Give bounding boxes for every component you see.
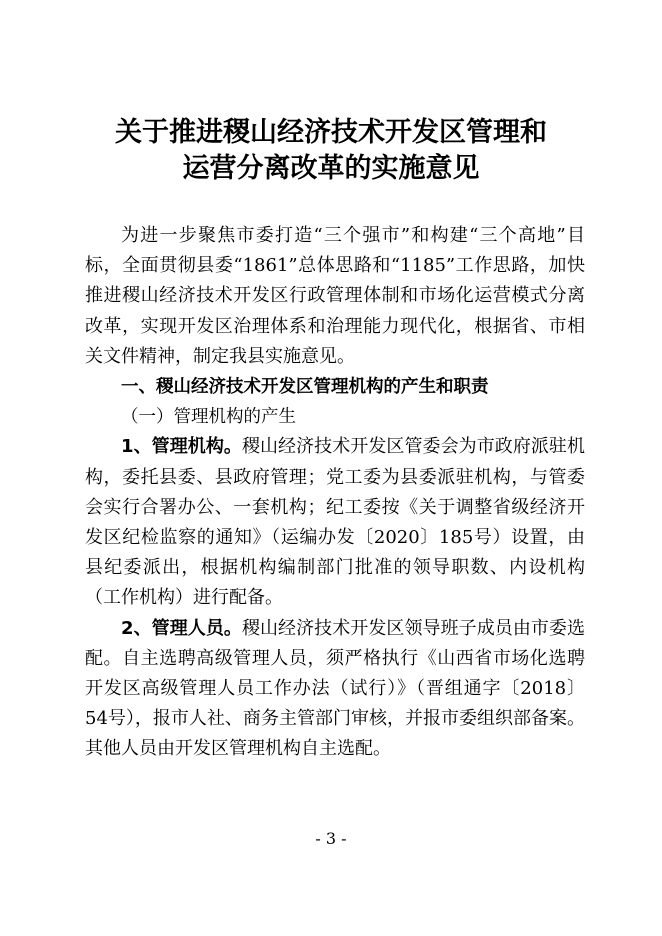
intro-paragraph: 为进一步聚焦市委打造“三个强市”和构建“三个高地”目标，全面贯彻县委“1861”总体思路和“1185”工作思路，加快推进稷山经济技术开发区行政管理体制和市场化运营模式分离改革，实现开发区治理体系和治理能力现代化，根据省、市相关文件精神，制定我县实施意见。 xyxy=(85,225,585,367)
item-2-lead: 2、管理人员。 xyxy=(121,617,242,639)
document-body xyxy=(85,221,585,765)
document-title-line-1: 关于推进稷山经济技术开发区管理和 xyxy=(115,117,547,148)
item-1-lead: 1、管理机构。 xyxy=(121,436,242,458)
item-1-paragraph xyxy=(85,432,585,613)
page-number: - 3 - xyxy=(315,829,347,848)
item-2-text: 稷山经济技术开发区领导班子成员由市委选配。自主选聘高级管理人员，须严格执行《山西省市场化选聘开发区高级管理人员工作办法（试行）》（晋组通字〔2018〕54号），报市人社、商务主管部门审核，并报市委组织部备案。其他人员由开发区管理机构自主选配。 xyxy=(85,617,585,760)
section-1-heading: 一、稷山经济技术开发区管理机构的产生和职责 xyxy=(121,377,489,398)
document-title-line-2: 运营分离改革的实施意见 xyxy=(182,153,480,184)
item-2-paragraph xyxy=(85,614,585,765)
subsection-1-heading: （一）管理机构的产生 xyxy=(121,407,296,428)
item-1-text: 稷山经济技术开发区管委会为市政府派驻机构，委托县委、县政府管理；党工委为县委派驻机构，与管委会实行合署办公、一套机构；纪工委按《关于调整省级经济开发区纪检监察的通知》（运编办发〔2020〕185号）设置，由县纪委派出，根据机构编制部门批准的领导职数、内设机构（工作机构）进行配备。 xyxy=(85,436,585,609)
